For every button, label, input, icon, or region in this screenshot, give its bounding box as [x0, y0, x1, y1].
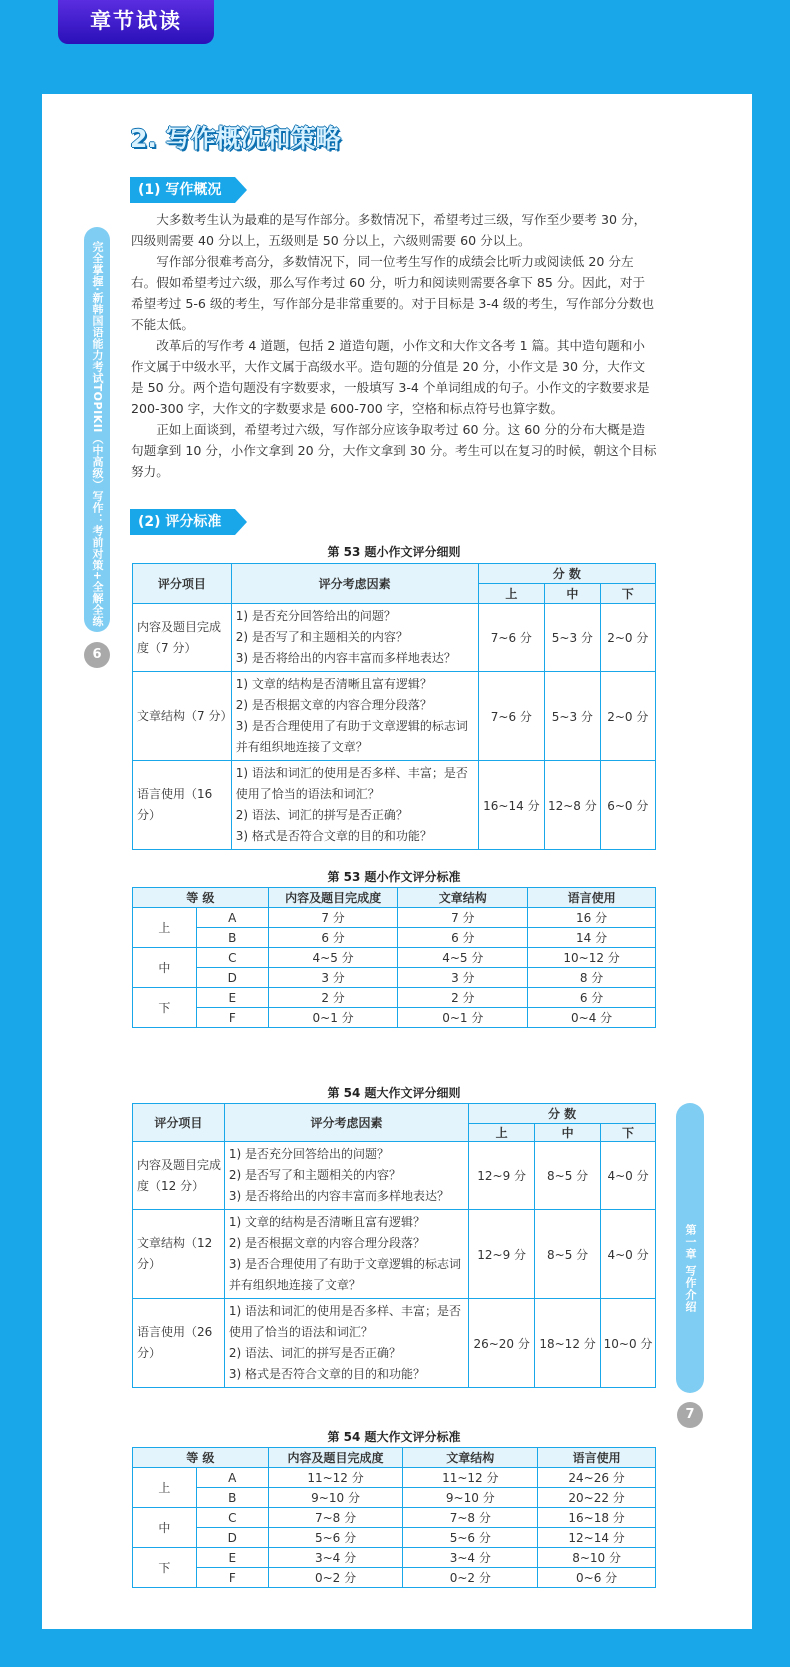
score-cell: 11~12 分: [403, 1468, 538, 1488]
col-header: 等 级: [133, 888, 269, 908]
score-cell: 14 分: [528, 928, 656, 948]
chapter-preview-banner: 章节试读: [58, 0, 214, 44]
header-row: [133, 888, 656, 908]
table-caption: 第 53 题小作文评分标准: [327, 870, 461, 884]
grade-cell: D: [196, 968, 268, 988]
score-cell: 5~6 分: [403, 1528, 538, 1548]
factor-line: 2) 语法、词汇的拼写是否正确？: [235, 808, 408, 822]
score-cell: 18~12 分: [535, 1299, 601, 1388]
table-row: [133, 948, 656, 968]
score-cell: 5~3 分: [545, 604, 600, 672]
score-cell: 16 分: [528, 908, 656, 928]
criterion-factors: [224, 1142, 468, 1210]
factor-line: 2) 是否根据文章的内容合理分段落？: [235, 698, 432, 712]
factor-line: 3) 是否合理使用了有助于文章逻辑的标志词并有组织地连接了文章？: [228, 1257, 461, 1292]
table-row: [133, 1508, 656, 1528]
grade-cell: C: [196, 948, 268, 968]
score-cell: 9~10 分: [403, 1488, 538, 1508]
table-row: [133, 1548, 656, 1568]
factor-line: 2) 语法、词汇的拼写是否正确？: [228, 1346, 401, 1360]
criterion-name: 语言使用（16 分）: [133, 761, 232, 850]
score-cell: 9~10 分: [268, 1488, 403, 1508]
table-row: [133, 1568, 656, 1588]
criterion-name: 内容及题目完成度（12 分）: [133, 1142, 225, 1210]
table-row: [133, 988, 656, 1008]
level-cell: 下: [133, 988, 197, 1028]
score-cell: 7 分: [268, 908, 398, 928]
score-cell: 4~0 分: [601, 1210, 656, 1299]
table-row: [133, 968, 656, 988]
level-cell: 中: [133, 948, 197, 988]
col-header: 语言使用: [528, 888, 656, 908]
col-header: 中: [535, 1124, 601, 1142]
scoring-standard-table-54: [132, 1447, 656, 1588]
score-cell: 3 分: [268, 968, 398, 988]
score-cell: 6 分: [528, 988, 656, 1008]
factor-line: 1) 语法和词汇的使用是否多样、丰富；是否使用了恰当的语法和词汇？: [228, 1304, 461, 1339]
factor-line: 1) 文章的结构是否清晰且富有逻辑？: [228, 1215, 425, 1229]
factor-line: 1) 是否充分回答给出的问题？: [235, 609, 396, 623]
criterion-factors: [231, 761, 478, 850]
factor-line: 3) 是否将给出的内容丰富而多样地表达？: [235, 651, 456, 665]
grade-cell: F: [196, 1568, 268, 1588]
score-cell: 3~4 分: [403, 1548, 538, 1568]
table-row: [133, 1210, 656, 1299]
score-cell: 7~8 分: [268, 1508, 403, 1528]
page-number-left: 6: [84, 642, 110, 668]
col-header: 评分项目: [133, 564, 232, 604]
factor-line: 2) 是否写了和主题相关的内容？: [235, 630, 408, 644]
criterion-factors: [224, 1299, 468, 1388]
score-cell: 12~9 分: [469, 1210, 535, 1299]
score-cell: 0~1 分: [398, 1008, 528, 1028]
factor-line: 1) 是否充分回答给出的问题？: [228, 1147, 389, 1161]
score-cell: 12~9 分: [469, 1142, 535, 1210]
factor-line: 2) 是否根据文章的内容合理分段落？: [228, 1236, 425, 1250]
score-cell: 0~6 分: [538, 1568, 656, 1588]
score-cell: 8~5 分: [535, 1142, 601, 1210]
section-heading-scoring: (2) 评分标准: [130, 509, 235, 535]
book-title-side-tab: 完全掌握·新韩国语能力考试TOPIKII（中高级）写作：考前对策+全解全练: [84, 227, 110, 632]
score-cell: 16~18 分: [538, 1508, 656, 1528]
grade-cell: A: [196, 1468, 268, 1488]
score-cell: 7~8 分: [403, 1508, 538, 1528]
score-cell: 6~0 分: [600, 761, 655, 850]
table-row: [133, 1468, 656, 1488]
col-header: 内容及题目完成度: [268, 1448, 403, 1468]
factor-line: 3) 格式是否符合文章的目的和功能？: [235, 829, 432, 843]
col-header: 上: [478, 584, 545, 604]
paragraph: 写作部分很难考高分，多数情况下，同一位考生写作的成绩会比听力或阅读低 20 分左右。假如希望考过六级，那么写作考过 60 分，听力和阅读则需要各拿下 85 分。因此，对于希望考过 5-6 级的考生，写作部分是非常重要的。对于目标是 3-4 级的考生，写作部分分数也不能太低。: [131, 254, 655, 332]
col-header: 评分考虑因素: [224, 1104, 468, 1142]
col-header: 文章结构: [403, 1448, 538, 1468]
score-cell: 7~6 分: [478, 672, 545, 761]
table-row: [133, 1299, 656, 1388]
grade-cell: C: [196, 1508, 268, 1528]
score-cell: 10~0 分: [601, 1299, 656, 1388]
score-cell: 24~26 分: [538, 1468, 656, 1488]
section-heading-overview: (1) 写作概况: [130, 177, 235, 203]
paragraph: 正如上面谈到，希望考过六级，写作部分应该争取考过 60 分。这 60 分的分布大概是造句题拿到 10 分，小作文拿到 20 分，大作文拿到 30 分。考生可以在复习的时候，朝这个目标努力。: [131, 422, 657, 479]
grade-cell: D: [196, 1528, 268, 1548]
col-header: 下: [601, 1124, 656, 1142]
score-cell: 7 分: [398, 908, 528, 928]
table-row: [133, 1528, 656, 1548]
col-header: 分 数: [469, 1104, 656, 1124]
score-cell: 3~4 分: [268, 1548, 403, 1568]
level-cell: 上: [133, 908, 197, 948]
factor-line: 1) 文章的结构是否清晰且富有逻辑？: [235, 677, 432, 691]
criterion-factors: [224, 1210, 468, 1299]
col-header: 内容及题目完成度: [268, 888, 398, 908]
grade-cell: B: [196, 928, 268, 948]
grade-cell: A: [196, 908, 268, 928]
col-header: 上: [469, 1124, 535, 1142]
page-number-right: 7: [677, 1402, 703, 1428]
table-caption: 第 53 题小作文评分细则: [327, 545, 461, 559]
col-header: 语言使用: [538, 1448, 656, 1468]
score-cell: 8~10 分: [538, 1548, 656, 1568]
score-cell: 4~0 分: [601, 1142, 656, 1210]
level-cell: 中: [133, 1508, 197, 1548]
col-header: 评分项目: [133, 1104, 225, 1142]
table-row: [133, 761, 656, 850]
score-cell: 8~5 分: [535, 1210, 601, 1299]
table-row: [133, 1142, 656, 1210]
score-cell: 20~22 分: [538, 1488, 656, 1508]
paragraph: 改革后的写作考 4 道题，包括 2 道造句题，小作文和大作文各考 1 篇。其中造句题和小作文属于中级水平，大作文属于高级水平。造句题的分值是 20 分，小作文是 30 分，大作文是 50 分。两个造句题没有字数要求，一般填写 3-4 个单词组成的句子。小作文的字数要求是 200-300 字，大作文的字数要求是 600-700 字，空格和标点符号也算字数。: [131, 338, 650, 416]
criterion-name: 文章结构（12 分）: [133, 1210, 225, 1299]
factor-line: 2) 是否写了和主题相关的内容？: [228, 1168, 401, 1182]
score-cell: 4~5 分: [268, 948, 398, 968]
grade-cell: F: [196, 1008, 268, 1028]
scoring-detail-table-54: [132, 1103, 656, 1388]
score-cell: 10~12 分: [528, 948, 656, 968]
score-cell: 3 分: [398, 968, 528, 988]
criterion-name: 文章结构（7 分）: [133, 672, 232, 761]
factor-line: 3) 格式是否符合文章的目的和功能？: [228, 1367, 425, 1381]
col-header: 文章结构: [398, 888, 528, 908]
score-cell: 8 分: [528, 968, 656, 988]
score-cell: 12~8 分: [545, 761, 600, 850]
overview-text: [131, 209, 657, 482]
factor-line: 3) 是否合理使用了有助于文章逻辑的标志词并有组织地连接了文章？: [235, 719, 468, 754]
col-header: 下: [600, 584, 655, 604]
grade-cell: E: [196, 988, 268, 1008]
score-cell: 5~3 分: [545, 672, 600, 761]
factor-line: 3) 是否将给出的内容丰富而多样地表达？: [228, 1189, 449, 1203]
col-header: 中: [545, 584, 600, 604]
table-row: [133, 672, 656, 761]
score-cell: 6 分: [268, 928, 398, 948]
grade-cell: E: [196, 1548, 268, 1568]
level-cell: 下: [133, 1548, 197, 1588]
score-cell: 16~14 分: [478, 761, 545, 850]
table-row: [133, 928, 656, 948]
score-cell: 6 分: [398, 928, 528, 948]
header-row: [133, 1448, 656, 1468]
criterion-factors: [231, 672, 478, 761]
score-cell: 0~2 分: [268, 1568, 403, 1588]
paragraph: 大多数考生认为最难的是写作部分。多数情况下，希望考过三级，写作至少要考 30 分，四级则需要 40 分以上，五级则是 50 分以上，六级则需要 60 分以上。: [131, 212, 647, 248]
table-row: [133, 908, 656, 928]
grade-cell: B: [196, 1488, 268, 1508]
score-cell: 2~0 分: [600, 672, 655, 761]
criterion-name: 语言使用（26 分）: [133, 1299, 225, 1388]
level-cell: 上: [133, 1468, 197, 1508]
score-cell: 0~2 分: [403, 1568, 538, 1588]
criterion-factors: [231, 604, 478, 672]
col-header: 评分考虑因素: [231, 564, 478, 604]
chapter-side-tab: 第一章 写作介绍: [676, 1103, 704, 1393]
scoring-detail-table-53: [132, 563, 656, 850]
score-cell: 2 分: [398, 988, 528, 1008]
score-cell: 4~5 分: [398, 948, 528, 968]
scoring-standard-table-53: [132, 887, 656, 1028]
table-row: [133, 1008, 656, 1028]
table-caption: 第 54 题大作文评分标准: [327, 1430, 461, 1444]
score-cell: 7~6 分: [478, 604, 545, 672]
page-title: 2. 写作概况和策略: [130, 124, 341, 153]
score-cell: 12~14 分: [538, 1528, 656, 1548]
score-cell: 26~20 分: [469, 1299, 535, 1388]
score-cell: 0~1 分: [268, 1008, 398, 1028]
factor-line: 1) 语法和词汇的使用是否多样、丰富；是否使用了恰当的语法和词汇？: [235, 766, 468, 801]
table-row: [133, 1488, 656, 1508]
score-cell: 11~12 分: [268, 1468, 403, 1488]
score-cell: 5~6 分: [268, 1528, 403, 1548]
score-cell: 0~4 分: [528, 1008, 656, 1028]
table-row: [133, 604, 656, 672]
col-header: 等 级: [133, 1448, 269, 1468]
col-header: 分 数: [478, 564, 655, 584]
criterion-name: 内容及题目完成度（7 分）: [133, 604, 232, 672]
score-cell: 2~0 分: [600, 604, 655, 672]
score-cell: 2 分: [268, 988, 398, 1008]
table-caption: 第 54 题大作文评分细则: [327, 1086, 461, 1100]
